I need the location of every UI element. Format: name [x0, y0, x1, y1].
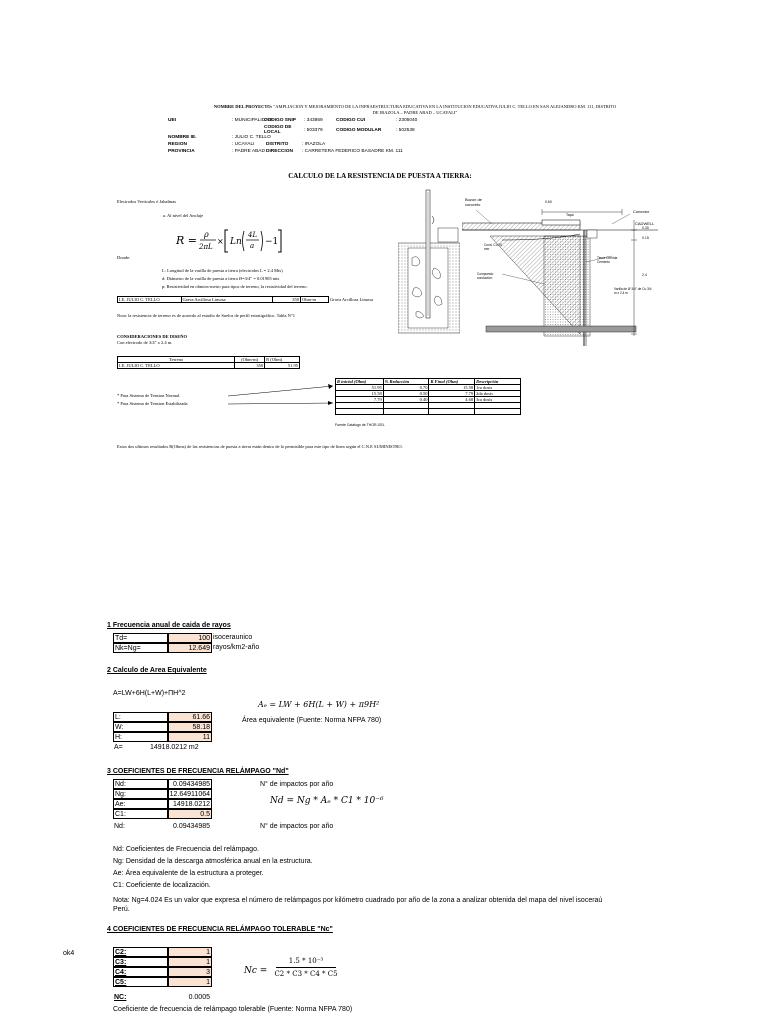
ok-label: ok4 [63, 950, 75, 957]
c5-value: 1 [168, 977, 212, 987]
direccion-value: : CARRETERA FEDERICO BASADRE KM. 111 [302, 149, 403, 154]
red-cell: 3ra dosis [475, 397, 521, 403]
ae-value: 14918.0212 [168, 799, 212, 809]
snip-value: : 343869 [304, 118, 323, 123]
red-cell: 0.70 [383, 385, 429, 391]
l-label: L: [113, 712, 168, 722]
red-cell: 7.79 [429, 391, 475, 397]
ue-value: : MUNICIPALIDAD [232, 118, 272, 123]
res-r: 51.95 [265, 363, 300, 369]
s3-title: 3 COEFICIENTES DE FRECUENCIA RELÁMPAGO "Nd" [107, 768, 289, 775]
td-unit: isoceraunico [213, 634, 253, 641]
ae-label: Ae: [113, 799, 168, 809]
provincia-value: : PADRE ABAD [232, 149, 265, 154]
red-cell: 15.58 [429, 385, 475, 391]
local-value: : 503379 [304, 128, 323, 133]
w-label: W: [113, 722, 168, 732]
res-rho: 350 [235, 363, 265, 369]
nota-text: Nota: Ng=4.024 Es un valor que expresa el número de relámpagos por kilómetro cuadrado por año de la zona a analizar obtenida del mapa del nivel isoceraú [113, 897, 603, 904]
modular-label: CODIGO MODULAR [336, 128, 382, 133]
distrito-label: DISTRITO [266, 142, 289, 147]
a-value: 14918.0212 m2 [150, 744, 199, 751]
soil-unit: Ohm-m [301, 297, 329, 303]
s2-title: 2 Calculo de Area Equivalente [107, 667, 207, 674]
def-nd: Nd: Coeficientes de Frecuencia del relámpago. [113, 846, 259, 853]
table-row [336, 409, 521, 415]
impacts-label: N° de impactos por año [260, 781, 334, 788]
red-head-initial: R inicial (Ohm) [336, 379, 384, 385]
tapa-label: Tapa [566, 213, 574, 217]
red-cell: 2da dosis [475, 391, 521, 397]
c1-label: C1: [113, 809, 168, 819]
svg-text:Ln: Ln [230, 237, 242, 247]
snip-label: CODIGO SNIP [264, 118, 296, 123]
area-note: Área equivalente (Fuente: Norma NFPA 780) [242, 717, 382, 724]
distrito-value: : IRAZOLA [302, 142, 326, 147]
td-value: 100 [168, 633, 212, 643]
ue-label: UEI [168, 118, 176, 123]
svg-text:a: a [250, 242, 255, 250]
svg-text:−1: −1 [265, 237, 279, 247]
nota-text-2: Perú. [113, 906, 130, 913]
nd-label: Nd: [113, 779, 168, 789]
cui-value: : 2305040 [396, 118, 418, 123]
red-cell: 15.58 [336, 391, 384, 397]
region-label: REGION [168, 142, 187, 147]
c3-label: C3: [113, 957, 168, 967]
nc-formula-lhs: Nc = [244, 966, 268, 976]
red-cell: 0.50 [383, 391, 429, 397]
compuesto-label: Compuesto conductivo [477, 272, 494, 280]
red-head-final: R Final (Ohm) [429, 379, 475, 385]
ng2-label: Ng: [113, 789, 168, 799]
soil-type-right: Grava Arcillosa Limosa [330, 297, 373, 302]
res-head-terreno: Terreno [118, 357, 235, 363]
local-label: CODIGO DE LOCAL [264, 125, 292, 135]
c5-label: C5: [113, 977, 168, 987]
c4-value: 3 [168, 967, 212, 977]
s4-title: 4 COEFICIENTES DE FRECUENCIA RELÁMPAGO TOLERABLE "Nc" [107, 926, 333, 933]
def-d: d: Diámetro de la varilla de puesta a tierra Ø=3/4" = 0.01905 mts [162, 276, 280, 281]
s1-title: 1 Frecuencia anual de caida de rayos [107, 622, 231, 629]
conclusion-text: Estos dos ultimos resultados R(Ohms) de las resistencias de puesta a tierra están dentro de lo permisible para este tipo de linea según el C.N.E SUMINISTRO. [117, 444, 403, 449]
ng-unit: rayos/km2-año [213, 644, 260, 651]
soil-site: I.E. JULIO C. TELLO [118, 297, 182, 303]
ng-value: 12.649 [168, 643, 212, 653]
dim-top: 0.60 [545, 200, 552, 204]
cond-label: Cond. Cu 25 mm [484, 243, 502, 251]
reduction-table [335, 378, 521, 415]
nombre-label: NOMBRE IE. [168, 135, 197, 140]
c3-value: 1 [168, 957, 212, 967]
red-cell: 4.68 [429, 397, 475, 403]
res-site: I.E. JULIO C. TELLO [118, 363, 235, 369]
nc-value: 0.0005 [188, 994, 210, 1001]
dim-r1: 0.30 [642, 226, 649, 230]
svg-text:×: × [217, 237, 224, 246]
direccion-label: DIRECCION [266, 149, 293, 154]
buzon-label: Buzon de concreto [465, 197, 482, 207]
red-cell: 7.79 [336, 397, 384, 403]
svg-text:ρ: ρ [204, 230, 209, 239]
w-value: 58.18 [168, 722, 212, 732]
electrodes-text: Electrodos Verticales ó Jabalinas [117, 199, 177, 204]
red-cell: 51.95 [336, 385, 384, 391]
modular-value: : 502538 [396, 128, 415, 133]
def-c1: C1: Coeficiente de localización. [113, 882, 211, 889]
svg-text:R =: R = [176, 234, 197, 247]
def-l: L: Longitud de la varilla de puesta a tierra (electrodos L = 2.4 Mts) [162, 268, 283, 273]
design-title: CONSIDERACIONES DE DISEÑO [117, 334, 188, 339]
project-name: "AMPLIACION Y MEJORAMIENTO DE LA INFRAESTRUCTURA EDUCATIVA EN LA INSTITUCION EDUCATIVA JULIO C. TELLO EN SAN ALEJANDRO KM. 111, DISTRITO [273, 104, 617, 109]
area-formula-big: Aₑ = LW + 6H(L + W) + π9H² [258, 700, 380, 709]
h-label: H: [113, 732, 168, 742]
red-head-desc: Descripción [475, 379, 521, 385]
red-head-pct: % Reducción [383, 379, 429, 385]
calc-title: CALCULO DE LA RESISTENCIA DE PUESTA A TIERRA: [288, 172, 472, 180]
res-head-r: R (Ohm) [265, 357, 300, 363]
nc-formula-bar [276, 967, 336, 968]
conector-label: Conector [633, 209, 650, 214]
nc-label: NC: [114, 994, 127, 1001]
nc-formula-den: C2 * C3 * C4 * C5 [274, 970, 338, 978]
c4-label: C4: [113, 967, 168, 977]
def-ae: Ae: Área equivalente de la estructura a proteger. [113, 870, 264, 877]
cadwell-label: CADWELL [635, 221, 655, 226]
def-p: p: Resistividad en ohmios-metro para tipos de terreno, la resistividad del terreno. [162, 284, 308, 289]
c2-label: C2: [113, 947, 168, 957]
td-label: Td= [113, 633, 168, 643]
nc-note: Coeficiente de frecuencia de relámpago tolerable (Fuente: Norma NFPA 780) [113, 1006, 353, 1013]
nd-formula: Nd = Ng * Aₑ * C1 * 10⁻⁶ [270, 796, 384, 806]
red-cell: 1ra dosis [475, 385, 521, 391]
item-a-text: a. Al nivel del Anclaje [163, 213, 204, 218]
dim-r3: 2.4 [642, 273, 647, 277]
soil-note: Nota: la resistencia de terreno es de acuerdo al estudio de Suelos de perfil estratigráfico. Tabla N°1 [117, 313, 295, 318]
project-name-line2: DE IRAZOLA – PADRE ABAD – UCAYALI" [372, 110, 458, 115]
h-value: 11 [168, 732, 212, 742]
donde-text: Donde: [117, 255, 131, 260]
project-label: NOMBRE DEL PROYECTO: [213, 104, 273, 109]
svg-text:2πL: 2πL [199, 243, 213, 251]
impacts-label-2: N° de impactos por año [260, 823, 334, 830]
area-formula: A=LW+6H(L+W)+ΠH^2 [113, 690, 186, 697]
ng-label: Nk=Ng= [113, 643, 168, 653]
ng2-value: 12.64911064 [169, 791, 210, 798]
tierra-label: Tierra Cernida Cemento [597, 256, 618, 264]
res-head-ohm: (Ohm-m) [235, 357, 265, 363]
a-label: A= [114, 744, 123, 751]
nd2-label: Nd: [114, 823, 125, 830]
cui-label: CODIGO CUI [336, 118, 366, 123]
c2-value: 1 [168, 947, 212, 957]
nd-value: 0.09434985 [168, 779, 212, 789]
soil-rho: 350 [273, 297, 301, 303]
nombre-value: : JULIO C. TELLO [232, 135, 271, 140]
l-value: 61.66 [168, 712, 212, 722]
red-cell: 0.40 [383, 397, 429, 403]
c1-value: 0.5 [168, 809, 212, 819]
pit-section-drawing [398, 188, 460, 336]
nc-formula-num: 1.5 * 10⁻³ [288, 957, 324, 965]
svg-text:4L: 4L [248, 231, 258, 239]
bullet-normal: * Para Sistema de Tension Normal. [117, 393, 181, 398]
buzon-detail-drawing [462, 196, 658, 368]
nd2-value: 0.09434985 [173, 823, 210, 830]
design-sub: Con electrodo de 3/4" x 2.4 m. [117, 340, 173, 345]
reduction-source: Fuente Catalogo de THOR-GEL [335, 423, 385, 427]
dim-r2: 0.15 [642, 236, 649, 240]
provincia-label: PROVINCIA [168, 149, 195, 154]
def-ng: Ng: Densidad de la descarga atmosférica anual en la estructura. [113, 858, 313, 865]
region-value: : UCAYALI [232, 142, 255, 147]
varilla-label: Varilla de Ø 3/4" de Cu 3/4 m x 2.4 m [614, 287, 652, 295]
bullet-stabilized: * Para Sistema de Tension Estabilizada [117, 401, 188, 406]
soil-type: Grava Arcillosa Limosa [181, 297, 273, 303]
